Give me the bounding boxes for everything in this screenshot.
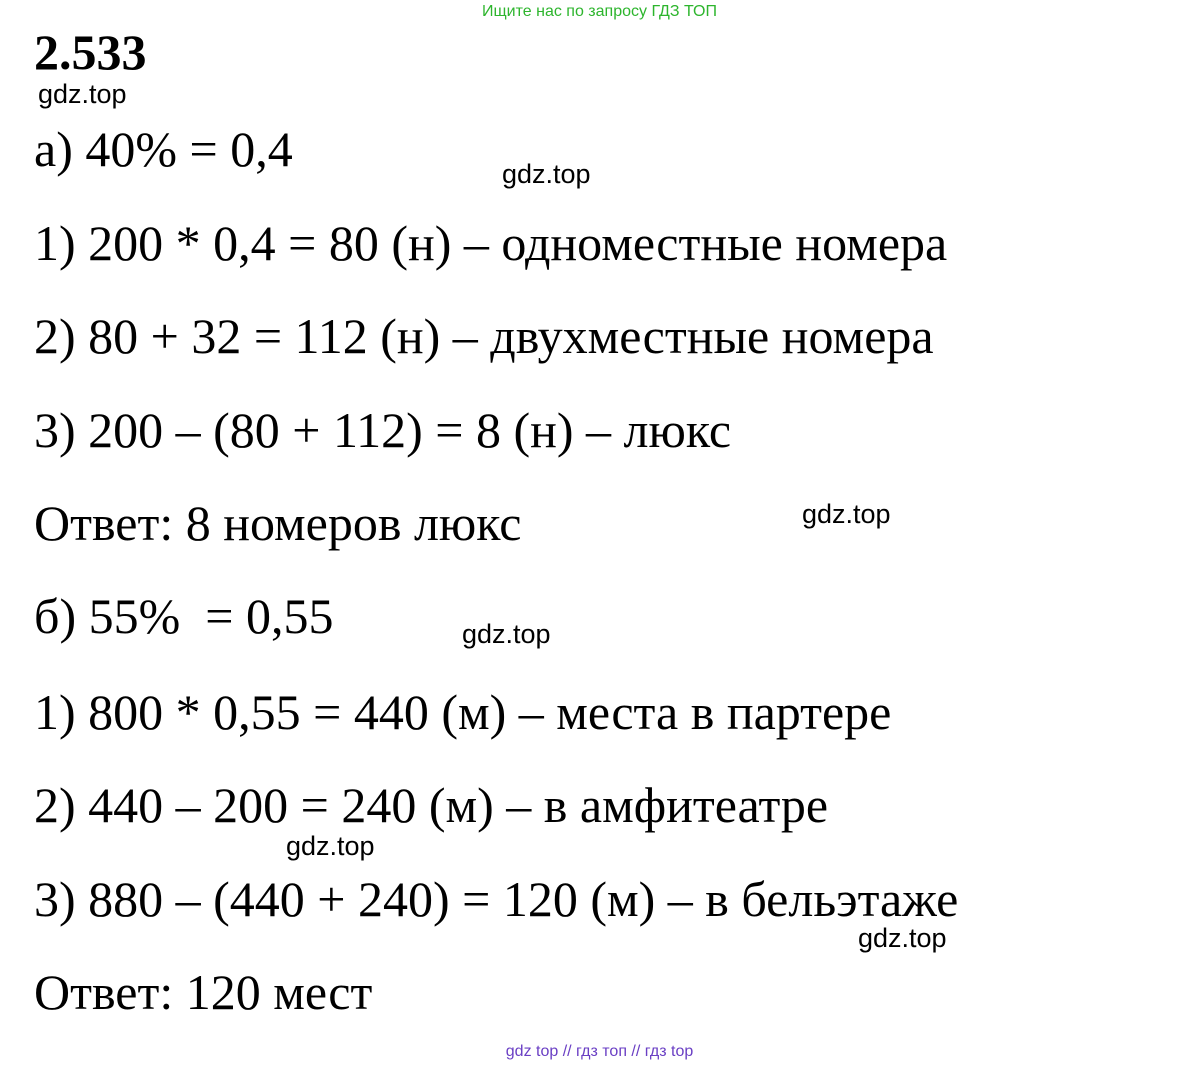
footer-links: gdz top // гдз топ // гдз top	[505, 1043, 694, 1060]
part-b-step-3: 3) 880 – (440 + 240) = 120 (м) – в бельэтаже	[34, 871, 959, 927]
part-a-heading: а) 40% = 0,4	[34, 121, 293, 177]
part-b-answer: Ответ: 120 мест	[34, 964, 373, 1020]
search-banner: Ищите нас по запросу ГДЗ ТОП	[482, 3, 717, 20]
watermark: gdz.top	[502, 159, 591, 189]
part-a-step-3: 3) 200 – (80 + 112) = 8 (н) – люкс	[34, 402, 732, 458]
part-b-heading: б) 55% = 0,55	[34, 588, 334, 644]
part-a-step-2: 2) 80 + 32 = 112 (н) – двухместные номера	[34, 308, 934, 364]
watermark: gdz.top	[858, 923, 947, 953]
task-number: 2.533	[34, 24, 147, 80]
watermark: gdz.top	[38, 79, 127, 109]
part-a-step-1: 1) 200 * 0,4 = 80 (н) – одноместные номера	[34, 215, 948, 271]
part-a-answer: Ответ: 8 номеров люкс	[34, 495, 522, 551]
watermark: gdz.top	[802, 499, 891, 529]
part-b-step-2: 2) 440 – 200 = 240 (м) – в амфитеатре	[34, 777, 829, 833]
watermark: gdz.top	[462, 619, 551, 649]
part-b-step-1: 1) 800 * 0,55 = 440 (м) – места в партере	[34, 684, 892, 740]
watermark: gdz.top	[286, 831, 375, 861]
